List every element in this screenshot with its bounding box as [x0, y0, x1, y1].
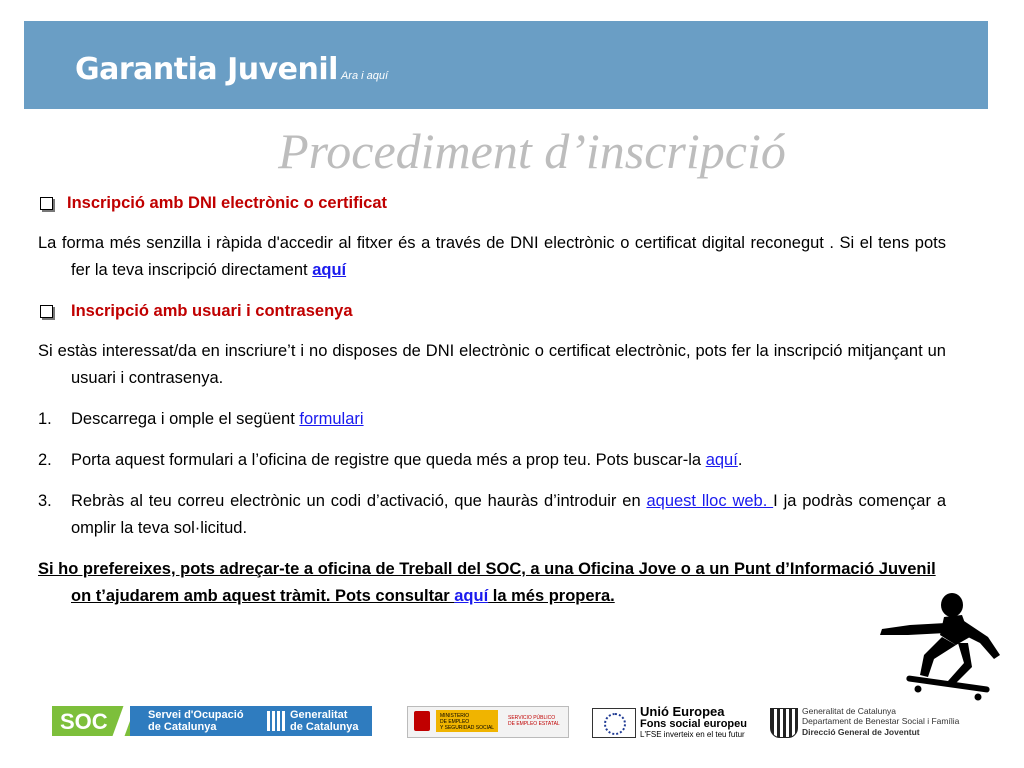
checkbox-bullet-icon: [40, 197, 53, 210]
step-text-suffix: I ja podràs començar a omplir la teva sol·licitud.: [71, 492, 946, 537]
link-oficina-registre[interactable]: aquí: [705, 451, 738, 469]
paragraph-final: [38, 556, 946, 610]
link-punt-informacio[interactable]: aquí: [454, 587, 489, 605]
generalitat-emblem-icon: [267, 711, 285, 731]
generalitat-name: [290, 709, 358, 733]
step-text-prefix: Rebràs al teu correu electrònic un codi d’activació, que hauràs d’introduir en: [71, 492, 647, 510]
brand-tagline: Ara i aquí: [340, 70, 389, 82]
step-item: [38, 406, 946, 433]
link-formulari[interactable]: formulari: [299, 410, 364, 428]
ministerio-line: DE EMPLEO: [440, 719, 470, 725]
final-text-suffix: la més propera.: [488, 587, 615, 605]
eu-title: Unió Europea: [640, 704, 725, 719]
page-title: Procediment d’inscripció: [278, 123, 786, 179]
brand-logo: [75, 52, 388, 87]
soc-logo: [52, 706, 372, 736]
paragraph-text: La forma més senzilla i ràpida d'accedir al fitxer és a través de DNI electrònic o certificat digital reconegut . Si el tens pots fer la teva inscripció directament: [38, 234, 946, 279]
soc-line: de Catalunya: [148, 721, 217, 733]
step-number: 1.: [38, 410, 52, 428]
paragraph-usuari: Si estàs interessat/da en inscriure’t i no disposes de DNI electrònic o certificat electrònic, pots fer la inscripció mitjançant un usuari i contrasenya.: [38, 342, 946, 387]
soc-name: [148, 709, 244, 733]
step-number: 3.: [38, 492, 52, 510]
step-text: [71, 447, 946, 474]
gencat-line: Direcció General de Joventut: [802, 727, 920, 737]
eu-subtitle: Fons social europeu: [640, 718, 747, 730]
main-content: [38, 190, 946, 624]
sepe-line: SERVICIO PÚBLICO: [508, 715, 556, 721]
section-heading-label: Inscripció amb usuari i contrasenya: [71, 301, 353, 320]
ministerio-line: MINISTERIO: [440, 713, 470, 719]
brand-name: Garantia Juvenil: [75, 52, 338, 87]
gencat-line: Departament de Benestar Social i Família: [802, 716, 960, 726]
step-number: 2.: [38, 451, 52, 469]
gencat-logo: [770, 704, 982, 740]
step-item: [38, 488, 946, 542]
ministerio-name: [440, 713, 494, 731]
generalitat-emblem-icon: [770, 708, 798, 738]
step-text-prefix: Porta aquest formulari a l’oficina de registre que queda més a prop teu. Pots buscar-la: [71, 451, 706, 469]
gencat-line: Generalitat de Catalunya: [802, 706, 897, 716]
eu-slogan: L'FSE inverteix en el teu futur: [640, 730, 745, 739]
soc-abbr: SOC: [60, 709, 108, 734]
ministerio-logo: [407, 706, 569, 738]
checkbox-bullet-icon: [40, 305, 53, 318]
section-heading-label: Inscripció amb DNI electrònic o certificat: [67, 193, 388, 212]
soc-line: Servei d'Ocupació: [148, 709, 244, 721]
section-heading-usuari: [38, 298, 946, 324]
spain-shield-icon: [414, 711, 430, 731]
final-text-prefix: Si ho prefereixes, pots adreçar-te a oficina de Treball del SOC, a una Oficina Jove o a un Punt d’Informació Juvenil on t’ajudarem amb aquest tràmit. Pots consultar: [38, 560, 936, 605]
skater-illustration: [860, 585, 1020, 703]
paragraph-dni: [38, 230, 946, 284]
link-lloc-web[interactable]: aquest lloc web.: [646, 492, 774, 510]
step-text: [71, 406, 946, 433]
step-item: [38, 447, 946, 474]
footer-logos: [52, 704, 982, 740]
step-text-prefix: Descarrega i omple el següent: [71, 410, 300, 428]
step-text-suffix: .: [737, 451, 743, 469]
eu-flag-icon: [592, 708, 636, 738]
ministerio-line: Y SEGURIDAD SOCIAL: [440, 725, 495, 731]
link-inscripcio-directa[interactable]: aquí: [312, 261, 347, 279]
gen-line: de Catalunya: [290, 721, 359, 733]
sepe-line: DE EMPLEO ESTATAL: [508, 721, 560, 727]
step-text: [71, 488, 946, 542]
gen-line: Generalitat: [290, 709, 348, 721]
eu-logo: [592, 704, 760, 740]
eu-stars-icon: [604, 713, 626, 735]
section-heading-dni: [38, 190, 946, 216]
sepe-name: [508, 715, 560, 727]
